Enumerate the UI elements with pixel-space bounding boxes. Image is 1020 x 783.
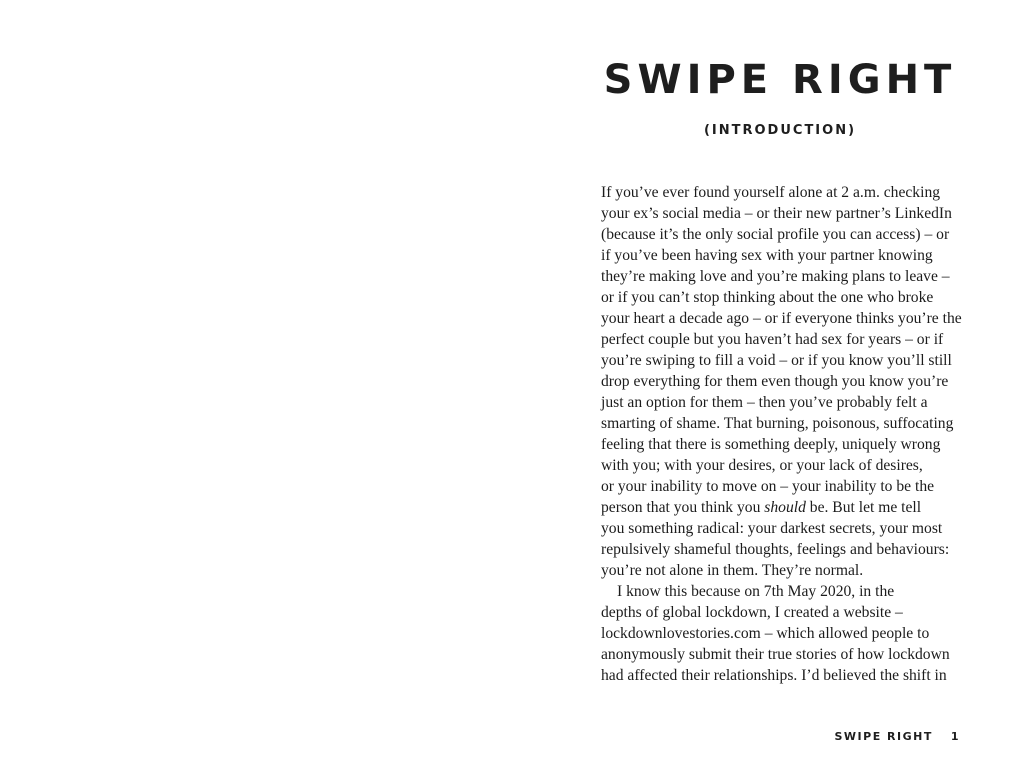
text-line: anonymously submit their true stories of how lockdown — [601, 646, 950, 663]
body-text — [601, 182, 971, 686]
running-title: SWIPE RIGHT — [834, 730, 933, 743]
text-line-with-emphasis — [601, 497, 971, 518]
text-line: you’re not alone in them. They’re normal. — [601, 562, 864, 579]
text-segment: person that you think you — [601, 499, 765, 516]
text-line: lockdownlovestories.com – which allowed people to — [601, 625, 930, 642]
text-segment: be. But let me tell — [805, 499, 922, 516]
text-line: repulsively shameful thoughts, feelings and behaviours: — [601, 541, 950, 558]
text-line: or if you can’t stop thinking about the one who broke — [601, 289, 934, 306]
text-line: perfect couple but you haven’t had sex for years – or if — [601, 331, 944, 348]
text-line: drop everything for them even though you know you’re — [601, 373, 949, 390]
text-line: if you’ve been having sex with your partner knowing — [601, 247, 933, 264]
text-line: smarting of shame. That burning, poisonous, suffocating — [601, 415, 954, 432]
text-line: your heart a decade ago – or if everyone thinks you’re the — [601, 310, 962, 327]
text-line: feeling that there is something deeply, uniquely wrong — [601, 436, 941, 453]
page-number: 1 — [950, 730, 960, 743]
chapter-title: SWIPE RIGHT — [603, 57, 957, 103]
paragraph-2-first-line: I know this because on 7th May 2020, in the — [617, 583, 895, 600]
text-line: they’re making love and you’re making plans to leave – — [601, 268, 950, 285]
text-line: with you; with your desires, or your lack of desires, — [601, 457, 923, 474]
running-footer — [834, 729, 960, 745]
text-line: had affected their relationships. I’d believed the shift in — [601, 667, 947, 684]
text-line: depths of global lockdown, I created a website – — [601, 604, 903, 621]
text-line: your ex’s social media – or their new partner’s LinkedIn — [601, 205, 952, 222]
text-line: If you’ve ever found yourself alone at 2 a.m. checking — [601, 184, 941, 201]
text-line: just an option for them – then you’ve probably felt a — [601, 394, 928, 411]
text-line: (because it’s the only social profile you can access) – or — [601, 226, 950, 243]
text-line: or your inability to move on – your inability to be the — [601, 478, 935, 495]
emphasis-should: should — [764, 499, 806, 516]
text-line: you’re swiping to fill a void – or if you know you’ll still — [601, 352, 952, 369]
text-line: you something radical: your darkest secrets, your most — [601, 520, 943, 537]
chapter-subtitle: (INTRODUCTION) — [703, 123, 857, 138]
